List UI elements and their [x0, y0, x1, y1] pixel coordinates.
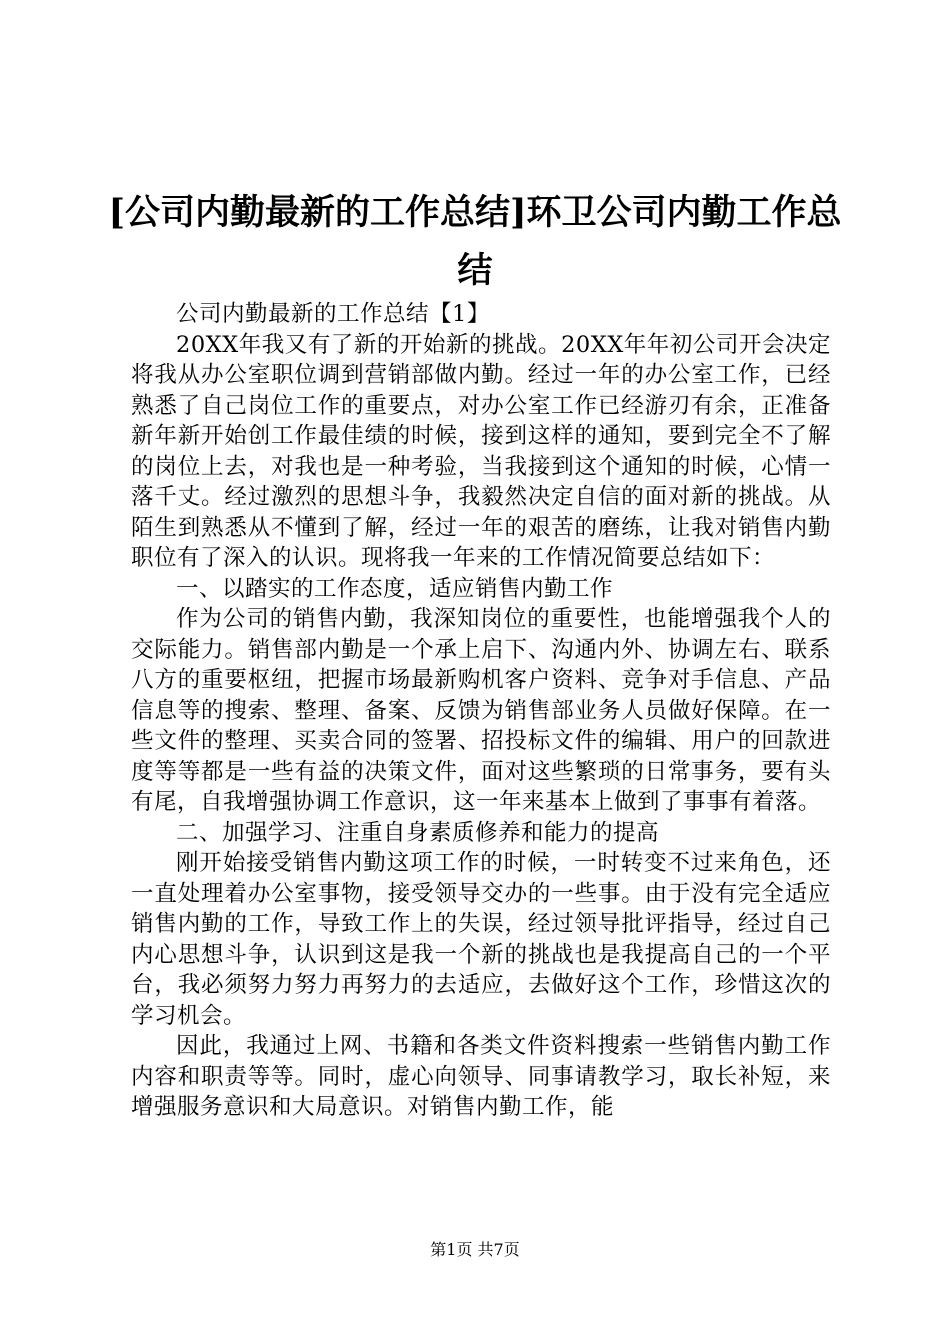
page-footer: 第1页 共7页	[430, 1240, 520, 1259]
paragraph: 刚开始接受销售内勤这项工作的时候，一时转变不过来角色，还一直处理着办公室事物，接受领导交办的一些事。由于没有完全适应销售内勤的工作，导致工作上的失误，经过领导批评指导，经过自己内心思想斗争，认识到这是我一个新的挑战也是我提高自己的一个平台，我必须努力努力再努力的去适应，去做好这个工作，珍惜这次的学习机会。	[131, 850, 831, 1029]
paragraph: 20XX年我又有了新的开始新的挑战。20XX年年初公司开会决定将我从办公室职位调到营销部做内勤。经过一年的办公室工作，已经熟悉了自己岗位工作的重要点，对办公室工作已经游刃有余，正准备新年新开始创工作最佳绩的时候，接到这样的通知，要到完全不了解的岗位上去，对我也是一种考验，当我接到这个通知的时候，心情一落千丈。经过激烈的思想斗争，我毅然决定自信的面对新的挑战。从陌生到熟悉从不懂到了解，经过一年的艰苦的磨练，让我对销售内勤职位有了深入的认识。现将我一年来的工作情况简要总结如下：	[131, 331, 831, 571]
section-heading: 公司内勤最新的工作总结【1】	[176, 301, 490, 327]
document-title: [公司内勤最新的工作总结]环卫公司内勤工作总结	[108, 192, 842, 291]
document-body	[131, 299, 831, 1123]
paragraph: 因此，我通过上网、书籍和各类文件资料搜索一些销售内勤工作内容和职责等等。同时，虚心向领导、同事请教学习，取长补短，来增强服务意识和大局意识。对销售内勤工作，能	[131, 1033, 831, 1120]
section-heading: 一、以踏实的工作态度，适应销售内勤工作	[176, 575, 614, 602]
section-heading: 二、加强学习、注重自身素质修养和能力的提高	[176, 819, 660, 846]
paragraph: 作为公司的销售内勤，我深知岗位的重要性，也能增强我个人的交际能力。销售部内勤是一个承上启下、沟通内外、协调左右、联系八方的重要枢纽，把握市场最新购机客户资料、竞争对手信息、产品信息等的搜索、整理、备案、反馈为销售部业务人员做好保障。在一些文件的整理、买卖合同的签署、招投标文件的编辑、用户的回款进度等等都是一些有益的决策文件，面对这些繁琐的日常事务，要有头有尾，自我增强协调工作意识，这一年来基本上做到了事事有着落。	[131, 606, 831, 815]
